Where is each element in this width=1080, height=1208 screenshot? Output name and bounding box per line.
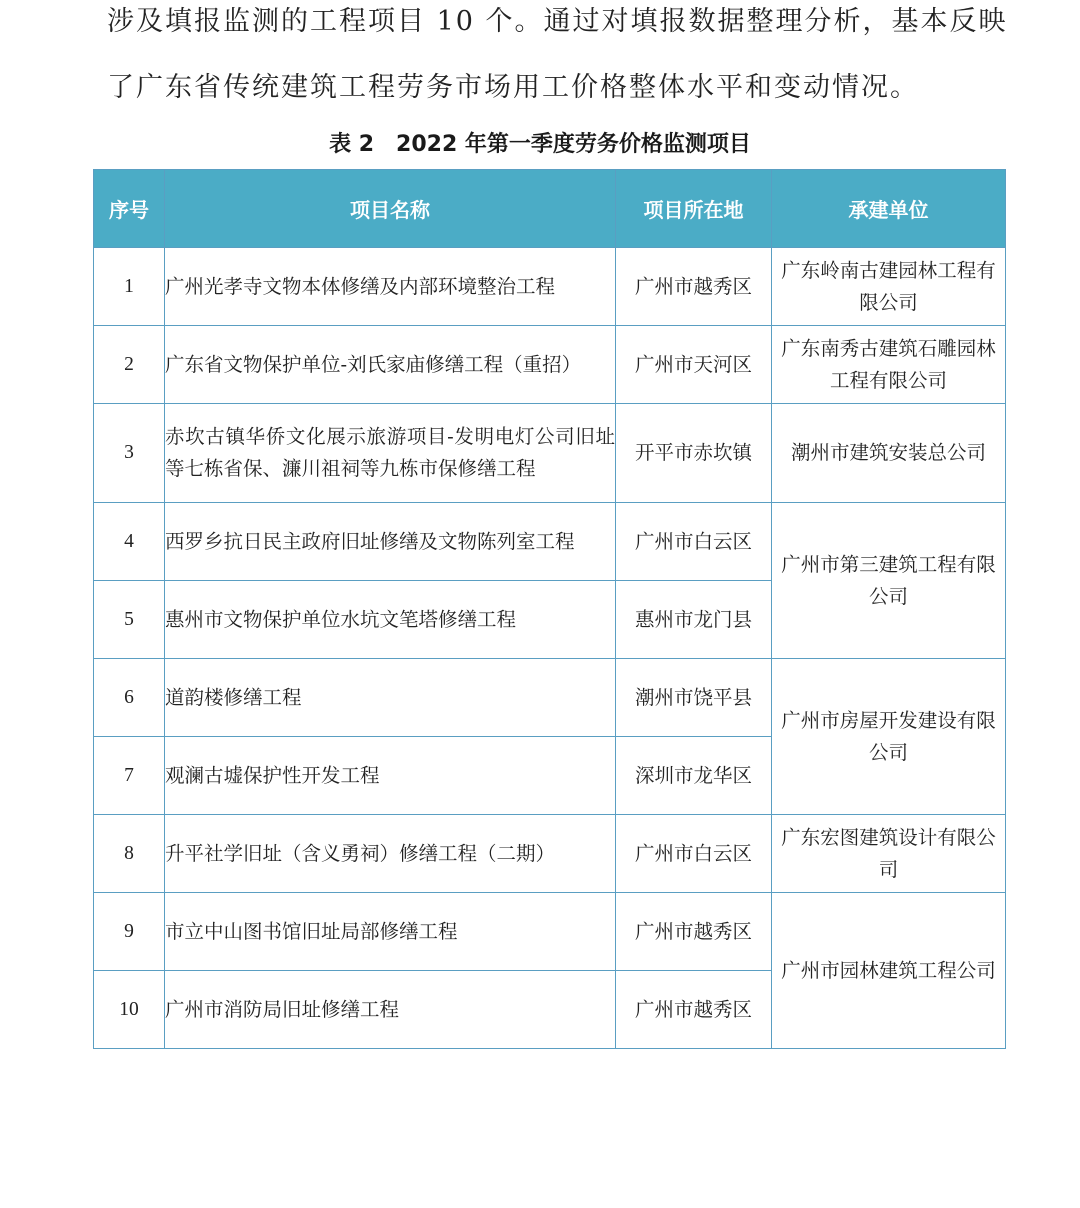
serial-number-cell: 2 — [94, 326, 165, 404]
serial-number-cell: 5 — [94, 581, 165, 659]
serial-number-cell: 9 — [94, 893, 165, 971]
serial-number-cell: 10 — [94, 971, 165, 1049]
serial-number-cell: 4 — [94, 503, 165, 581]
project-location-cell: 深圳市龙华区 — [616, 737, 772, 815]
contractor-cell: 广东岭南古建园林工程有限公司 — [772, 248, 1006, 326]
project-name-cell: 广东省文物保护单位-刘氏家庙修缮工程（重招） — [165, 326, 616, 404]
paragraph-line-2: 了广东省传统建筑工程劳务市场用工价格整体水平和变动情况。 — [107, 72, 919, 103]
header-project-name: 项目名称 — [165, 170, 616, 248]
serial-number-cell: 8 — [94, 815, 165, 893]
project-location-cell: 广州市白云区 — [616, 503, 772, 581]
project-location-cell: 潮州市饶平县 — [616, 659, 772, 737]
table-caption — [0, 128, 1080, 162]
contractor-cell: 潮州市建筑安装总公司 — [772, 404, 1006, 503]
project-location-cell: 开平市赤坎镇 — [616, 404, 772, 503]
table-title: 2022 年第一季度劳务价格监测项目 — [396, 132, 751, 157]
project-location-cell: 广州市越秀区 — [616, 971, 772, 1049]
project-name-cell: 广州市消防局旧址修缮工程 — [165, 971, 616, 1049]
paragraph-line-1: 涉及填报监测的工程项目 10 个。通过对填报数据整理分析，基本反映 — [107, 6, 1008, 37]
contractor-cell: 广东宏图建筑设计有限公司 — [772, 815, 1006, 893]
table-row — [94, 893, 1006, 971]
serial-number-cell: 1 — [94, 248, 165, 326]
project-name-cell: 广州光孝寺文物本体修缮及内部环境整治工程 — [165, 248, 616, 326]
table-row — [94, 326, 1006, 404]
contractor-cell: 广州市房屋开发建设有限公司 — [772, 659, 1006, 815]
table-row — [94, 815, 1006, 893]
table-number: 表 2 — [329, 132, 375, 157]
project-location-cell: 广州市越秀区 — [616, 248, 772, 326]
contractor-cell: 广州市第三建筑工程有限公司 — [772, 503, 1006, 659]
project-name-cell: 升平社学旧址（含义勇祠）修缮工程（二期） — [165, 815, 616, 893]
project-location-cell: 广州市越秀区 — [616, 893, 772, 971]
project-name-cell: 观澜古墟保护性开发工程 — [165, 737, 616, 815]
header-contractor: 承建单位 — [772, 170, 1006, 248]
monitoring-projects-table — [93, 169, 1006, 1049]
table-row — [94, 659, 1006, 737]
project-location-cell: 广州市天河区 — [616, 326, 772, 404]
project-name-cell: 道韵楼修缮工程 — [165, 659, 616, 737]
header-serial-number: 序号 — [94, 170, 165, 248]
serial-number-cell: 7 — [94, 737, 165, 815]
table-row — [94, 404, 1006, 503]
contractor-cell: 广州市园林建筑工程公司 — [772, 893, 1006, 1049]
project-location-cell: 惠州市龙门县 — [616, 581, 772, 659]
table-header-row — [94, 170, 1006, 248]
project-location-cell: 广州市白云区 — [616, 815, 772, 893]
table-row — [94, 503, 1006, 581]
serial-number-cell: 6 — [94, 659, 165, 737]
serial-number-cell: 3 — [94, 404, 165, 503]
project-name-cell: 赤坎古镇华侨文化展示旅游项目-发明电灯公司旧址等七栋省保、濂川祖祠等九栋市保修缮工程 — [165, 404, 616, 503]
header-project-location: 项目所在地 — [616, 170, 772, 248]
contractor-cell: 广东南秀古建筑石雕园林工程有限公司 — [772, 326, 1006, 404]
project-name-cell: 西罗乡抗日民主政府旧址修缮及文物陈列室工程 — [165, 503, 616, 581]
project-name-cell: 惠州市文物保护单位水坑文笔塔修缮工程 — [165, 581, 616, 659]
project-name-cell: 市立中山图书馆旧址局部修缮工程 — [165, 893, 616, 971]
table-row — [94, 248, 1006, 326]
